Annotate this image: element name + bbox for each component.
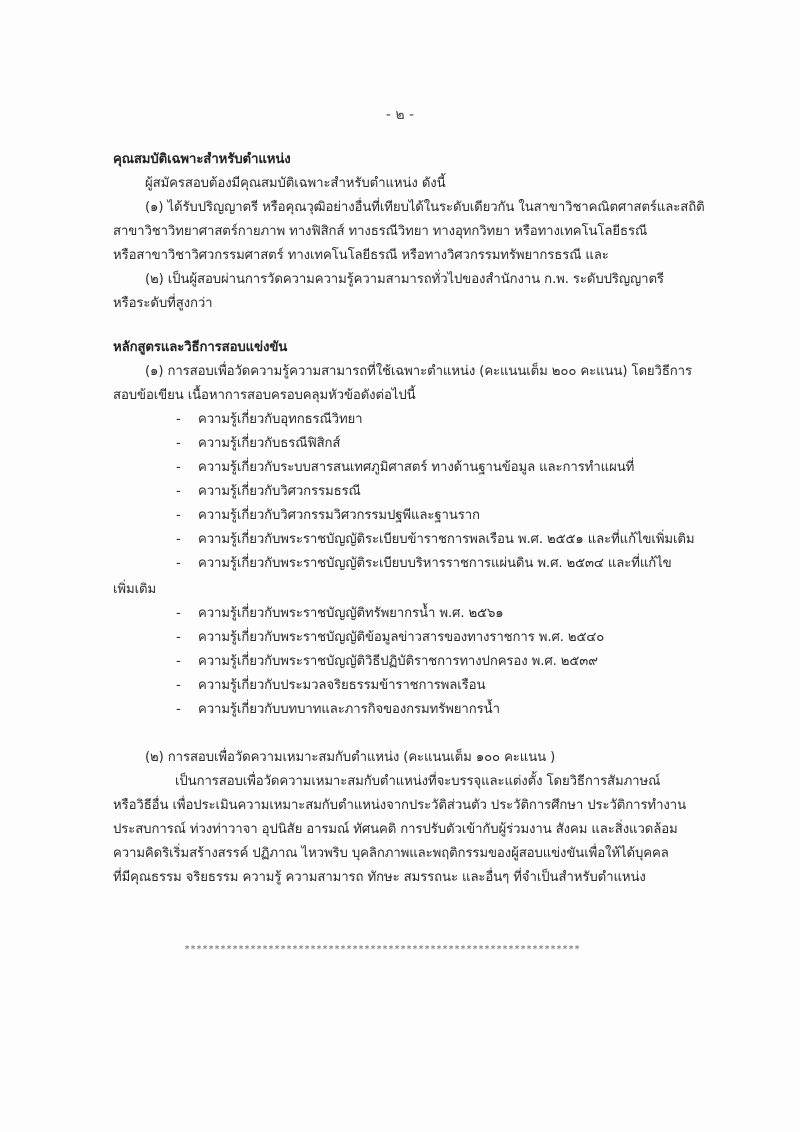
- exam-part-2-heading: (๒) การสอบเพื่อวัดความเหมาะสมกับตำแหน่ง (คะแนนเต็ม ๑๐๐ คะแนน ): [145, 750, 556, 765]
- page-number: - ๒ -: [385, 107, 415, 123]
- topic-text: ความรู้เกี่ยวกับประมวลจริยธรรมข้าราชการพลเรือน: [198, 678, 486, 693]
- qualification-1-line-2: สาขาวิชาวิทยาศาสตร์กายภาพ ทางฟิสิกส์ ทางธรณีวิทยา ทางอุทกวิทยา หรือทางเทคโนโลยีธรณี: [113, 224, 648, 239]
- topic-item: [113, 674, 723, 698]
- bullet-dash: -: [176, 556, 181, 571]
- bullet-dash: -: [176, 508, 181, 523]
- topic-item: [113, 602, 723, 626]
- bullet-dash: -: [176, 630, 181, 645]
- topic-item: [113, 432, 723, 456]
- exam-part-2-line-1: เป็นการสอบเพื่อวัดความเหมาะสมกับตำแหน่งที่จะบรรจุและแต่งตั้ง โดยวิธีการสัมภาษณ์: [175, 774, 661, 789]
- topic-item: [113, 626, 723, 650]
- qualifications-intro: ผู้สมัครสอบต้องมีคุณสมบัติเฉพาะสำหรับตำแหน่ง ดังนี้: [145, 176, 446, 191]
- exam-part-1-line-1: (๑) การสอบเพื่อวัดความรู้ความสามารถที่ใช้เฉพาะตำแหน่ง (คะแนนเต็ม ๒๐๐ คะแนน) โดยวิธีการ: [145, 364, 692, 379]
- topic-item: [113, 650, 723, 674]
- bullet-dash: -: [176, 654, 181, 669]
- document-body: [113, 148, 723, 890]
- section-gap: [113, 316, 723, 336]
- topic-item: [113, 552, 723, 576]
- bullet-dash: -: [176, 606, 181, 621]
- topic-text: ความรู้เกี่ยวกับบทบาทและภารกิจของกรมทรัพยากรน้ำ: [198, 702, 500, 717]
- topic-text: ความรู้เกี่ยวกับวิศวกรรมธรณี: [198, 484, 361, 499]
- topic-item: [113, 456, 723, 480]
- topic-text: ความรู้เกี่ยวกับพระราชบัญญัติวิธีปฏิบัติราชการทางปกครอง พ.ศ. ๒๕๓๙: [198, 654, 598, 669]
- topic-text: ความรู้เกี่ยวกับระบบสารสนเทศภูมิศาสตร์ ทางด้านฐานข้อมูล และการทำแผนที่: [198, 460, 635, 475]
- exam-part-2-line-2: หรือวิธีอื่น เพื่อประเมินความเหมาะสมกับตำแหน่งจากประวัติส่วนตัว ประวัติการศึกษา ประวัติการทำงาน: [113, 798, 686, 813]
- bullet-dash: -: [176, 702, 181, 717]
- topic-text: ความรู้เกี่ยวกับอุทกธรณีวิทยา: [198, 412, 363, 427]
- exam-part-1-line-2: สอบข้อเขียน เนื้อหาการสอบครอบคลุมหัวข้อดังต่อไปนี้: [113, 388, 416, 403]
- topic-item: [113, 504, 723, 528]
- bullet-dash: -: [176, 678, 181, 693]
- qualification-2-line-2: หรือระดับที่สูงกว่า: [113, 296, 213, 311]
- qualification-1-line-1: (๑) ได้รับปริญญาตรี หรือคุณวุฒิอย่างอื่นที่เทียบได้ในระดับเดียวกัน ในสาขาวิชาคณิตศาสตร์และสถิติ: [145, 200, 705, 215]
- topic-item: [113, 528, 723, 552]
- topic-item: [113, 480, 723, 504]
- qualification-1-line-3: หรือสาขาวิชาวิศวกรรมศาสตร์ ทางเทคโนโลยีธรณี หรือทางวิศวกรรมทรัพยากรธรณี และ: [113, 248, 609, 263]
- topic-text: ความรู้เกี่ยวกับพระราชบัญญัติข้อมูลข่าวสารของทางราชการ พ.ศ. ๒๕๔๐: [198, 630, 605, 645]
- bullet-dash: -: [176, 436, 181, 451]
- topic-text: ความรู้เกี่ยวกับธรณีฟิสิกส์: [198, 436, 341, 451]
- bullet-dash: -: [176, 484, 181, 499]
- bullet-dash: -: [176, 460, 181, 475]
- topic-item: [113, 698, 723, 722]
- bullet-dash: -: [176, 412, 181, 427]
- topic-text: ความรู้เกี่ยวกับพระราชบัญญัติทรัพยากรน้ำ พ.ศ. ๒๕๖๑: [198, 606, 504, 621]
- exam-part-2-line-3: ประสบการณ์ ท่วงท่าวาจา อุปนิสัย อารมณ์ ทัศนคติ การปรับตัวเข้ากับผู้ร่วมงาน สังคม และสิ่งแวดล้อม: [113, 822, 678, 837]
- curriculum-heading: หลักสูตรและวิธีการสอบแข่งขัน: [113, 340, 288, 355]
- topic-text: ความรู้เกี่ยวกับพระราชบัญญัติระเบียบข้าราชการพลเรือน พ.ศ. ๒๕๕๑ และที่แก้ไขเพิ่มเติม: [198, 532, 695, 547]
- asterisk-separator: ******************************************************************: [184, 944, 581, 955]
- exam-part-2-line-4: ความคิดริเริ่มสร้างสรรค์ ปฏิภาณ ไหวพริบ บุคลิกภาพและพฤติกรรมของผู้สอบแข่งขันเพื่อให้ได้บุคคล: [113, 846, 669, 861]
- qualification-2-line-1: (๒) เป็นผู้สอบผ่านการวัดความความรู้ความสามารถทั่วไปของสำนักงาน ก.พ. ระดับปริญญาตรี: [145, 272, 664, 287]
- section-gap: [113, 722, 723, 746]
- bullet-dash: -: [176, 532, 181, 547]
- topic-wrap-text: เพิ่มเติม: [113, 582, 157, 597]
- exam-part-2-line-5: ที่มีคุณธรรม จริยธรรม ความรู้ ความสามารถ ทักษะ สมรรถนะ และอื่นๆ ที่จำเป็นสำหรับตำแหน่ง: [113, 870, 646, 885]
- topic-text: ความรู้เกี่ยวกับพระราชบัญญัติระเบียบบริหารราชการแผ่นดิน พ.ศ. ๒๕๓๔ และที่แก้ไข: [198, 556, 672, 571]
- qualifications-heading: คุณสมบัติเฉพาะสำหรับตำแหน่ง: [113, 152, 291, 167]
- topic-item: [113, 408, 723, 432]
- topic-text: ความรู้เกี่ยวกับวิศวกรรมวิศวกรรมปฐพีและฐานราก: [198, 508, 480, 523]
